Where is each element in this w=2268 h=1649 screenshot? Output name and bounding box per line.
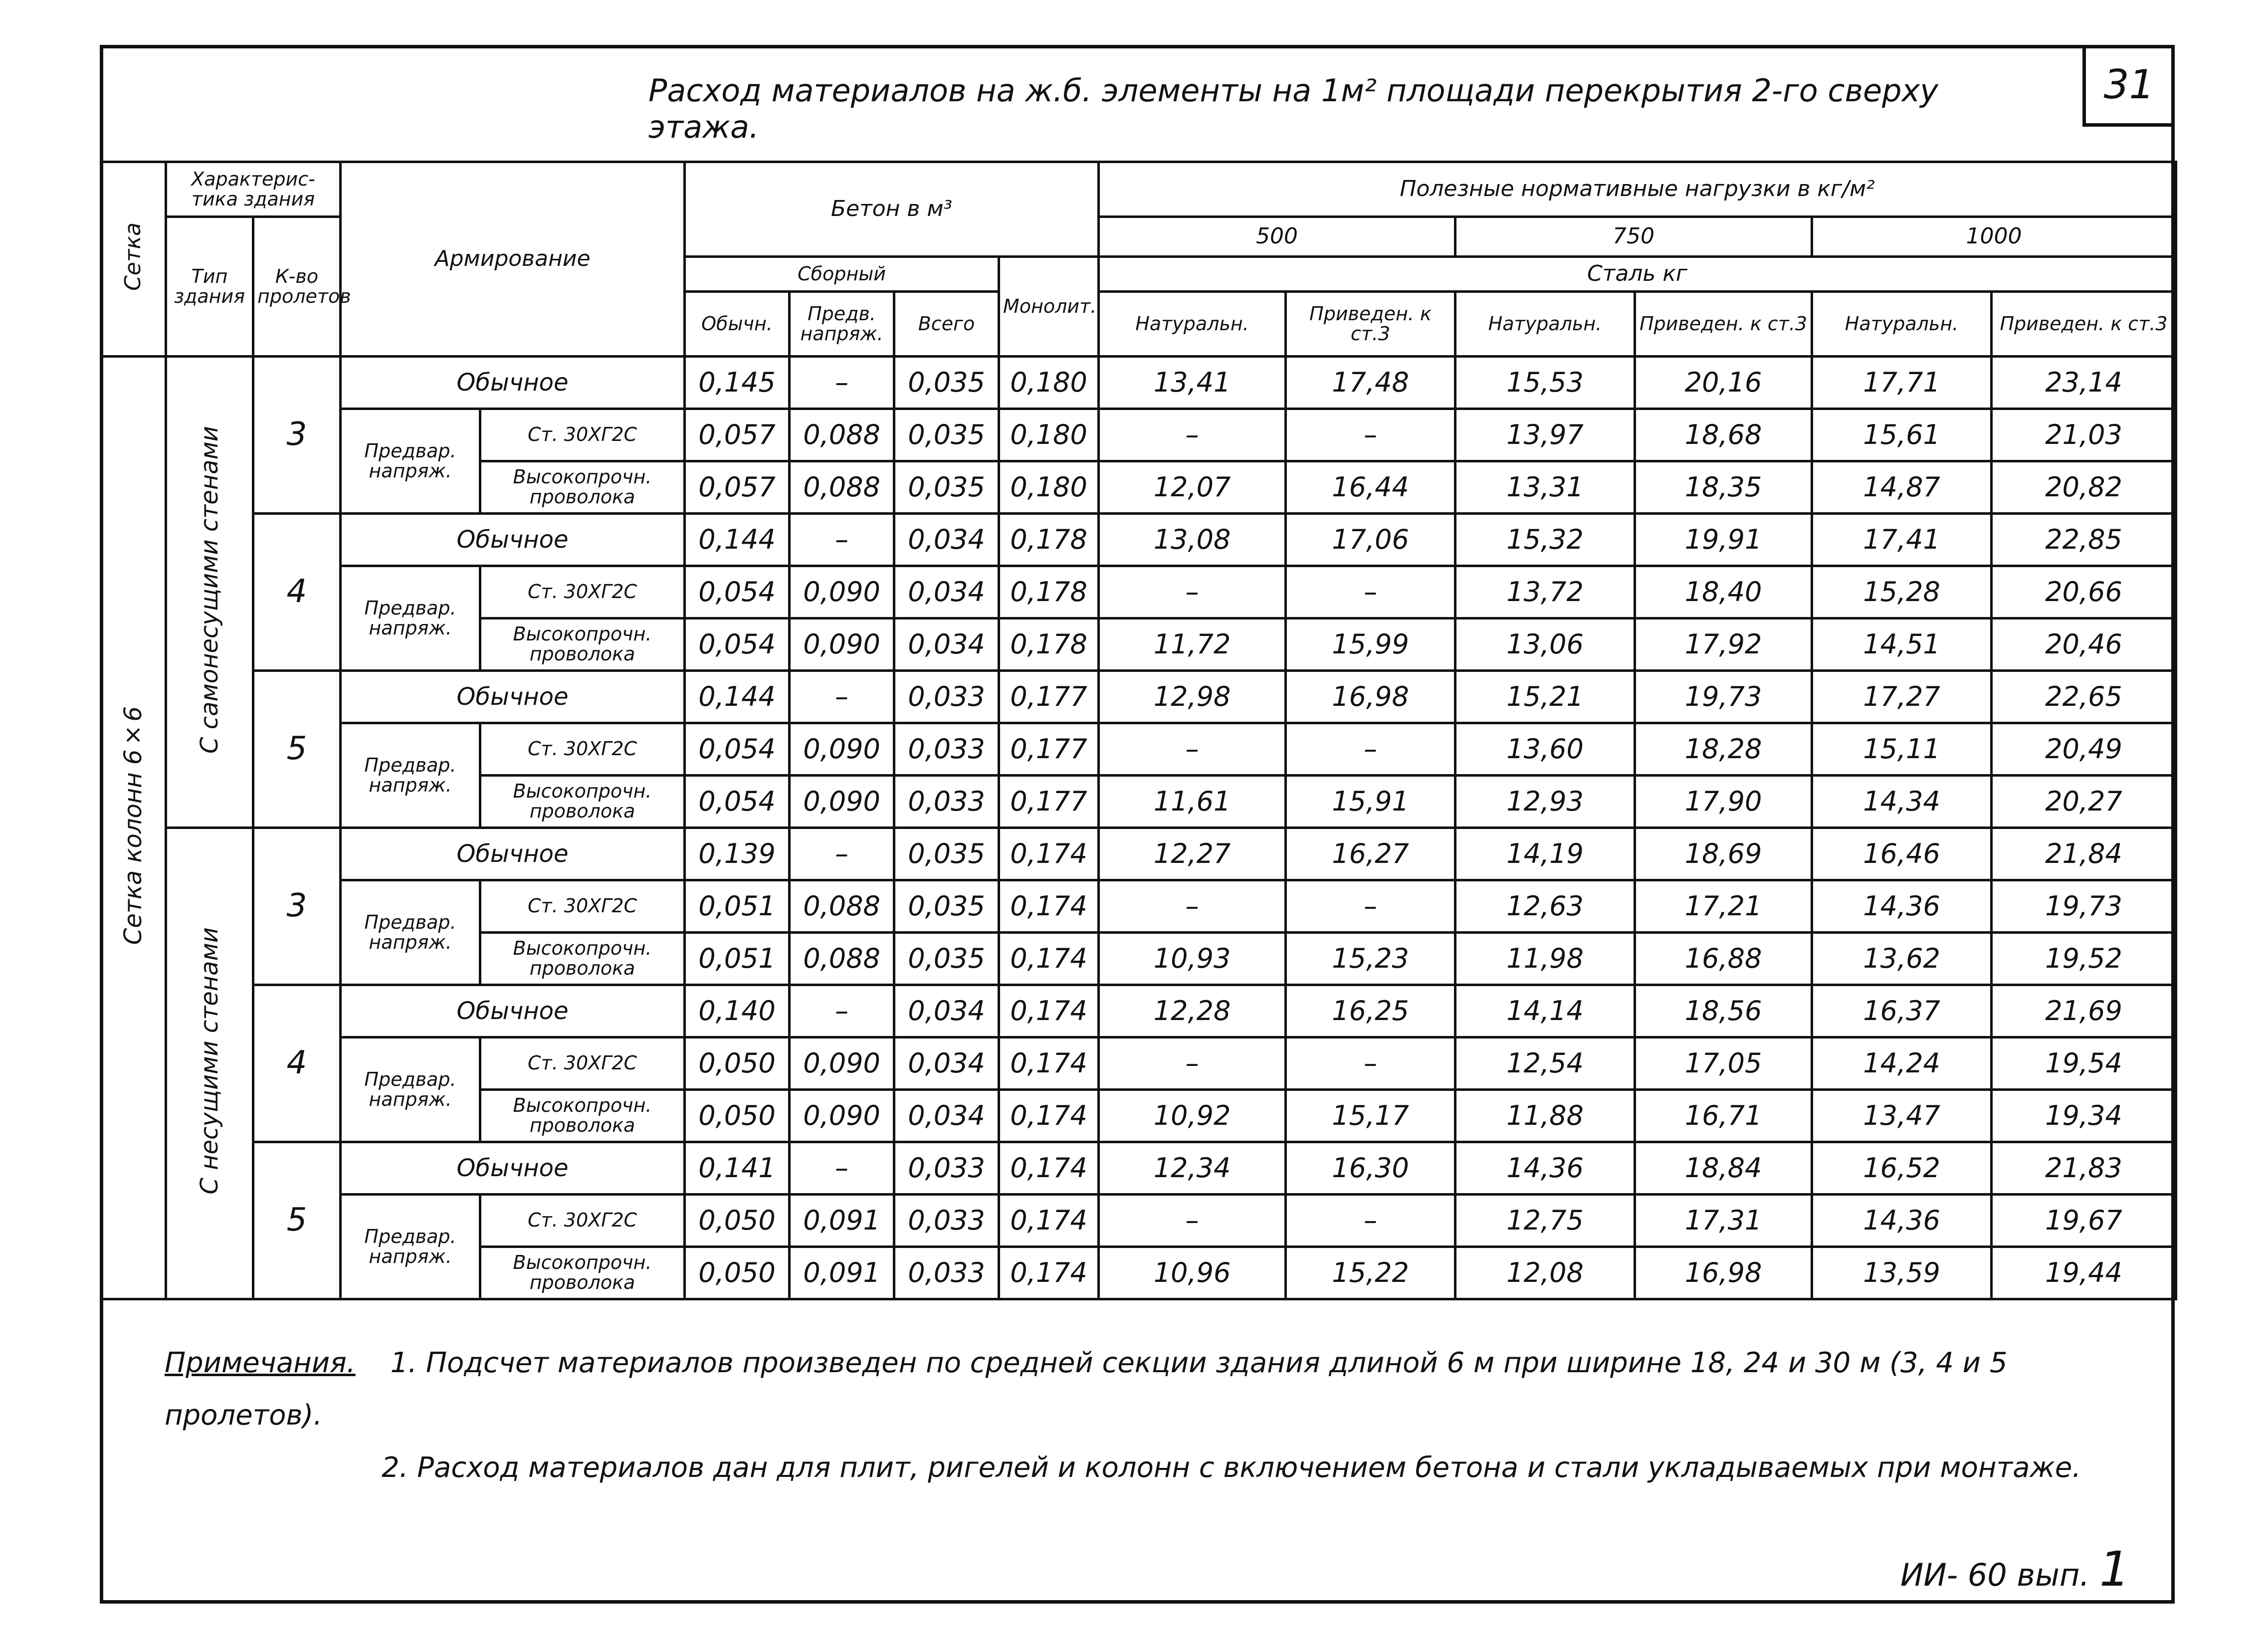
header-char-building: Характерис- тика здания xyxy=(166,162,341,217)
table-cell: 0,180 xyxy=(999,357,1099,409)
type-bearing: С несущими стенами xyxy=(166,828,253,1299)
table-cell: 0,034 xyxy=(894,1090,999,1142)
table-cell: 14,87 xyxy=(1812,461,1992,514)
table-cell: 21,84 xyxy=(1992,828,2176,880)
arm-obychnoe: Обычное xyxy=(341,985,685,1037)
table-cell: 16,37 xyxy=(1812,985,1992,1037)
table-cell: 0,035 xyxy=(894,828,999,880)
arm-wire: Высокопрочн. проволока xyxy=(480,933,685,985)
table-row xyxy=(101,1037,2176,1090)
table-cell: 14,14 xyxy=(1455,985,1635,1037)
table-cell: 17,05 xyxy=(1635,1037,1812,1090)
table-cell: 18,84 xyxy=(1635,1142,1812,1195)
table-cell: 19,34 xyxy=(1992,1090,2176,1142)
table-cell: 21,03 xyxy=(1992,409,2176,461)
table-row xyxy=(101,1195,2176,1247)
header-privedeno-750: Приведен. к ст.3 xyxy=(1635,292,1812,357)
table-cell: 17,71 xyxy=(1812,357,1992,409)
header-load-500: 500 xyxy=(1099,217,1455,257)
table-cell: 0,054 xyxy=(685,618,790,671)
table-cell: 0,090 xyxy=(790,1037,894,1090)
table-cell: 13,60 xyxy=(1455,723,1635,776)
notes xyxy=(165,1337,2160,1494)
table-cell: 0,177 xyxy=(999,671,1099,723)
table-cell: – xyxy=(790,357,894,409)
table-cell: 15,17 xyxy=(1286,1090,1455,1142)
table-cell: 0,034 xyxy=(894,1037,999,1090)
header-monolit: Монолит. xyxy=(999,257,1099,357)
header-predv: Предв. напряж. xyxy=(790,292,894,357)
arm-predvar: Предвар. напряж. xyxy=(341,880,480,985)
table-cell: 0,144 xyxy=(685,671,790,723)
arm-steel: Ст. 30ХГ2С xyxy=(480,1195,685,1247)
table-cell: 0,178 xyxy=(999,618,1099,671)
table-cell: 17,48 xyxy=(1286,357,1455,409)
table-cell: 0,088 xyxy=(790,409,894,461)
table-cell: 12,27 xyxy=(1099,828,1286,880)
arm-wire: Высокопрочн. проволока xyxy=(480,1247,685,1299)
table-cell: 0,088 xyxy=(790,933,894,985)
table-cell: 15,99 xyxy=(1286,618,1455,671)
table-cell: 0,177 xyxy=(999,723,1099,776)
table-cell: 13,97 xyxy=(1455,409,1635,461)
table-cell: 17,41 xyxy=(1812,514,1992,566)
table-cell: 13,62 xyxy=(1812,933,1992,985)
arm-wire: Высокопрочн. проволока xyxy=(480,1090,685,1142)
table-cell: 0,174 xyxy=(999,828,1099,880)
table-cell: 0,090 xyxy=(790,618,894,671)
table-cell: 12,08 xyxy=(1455,1247,1635,1299)
spans-count: 5 xyxy=(253,1142,341,1299)
table-cell: 0,033 xyxy=(894,671,999,723)
grid-label: Сетка колонн 6×6 xyxy=(101,357,166,1299)
table-cell: 16,71 xyxy=(1635,1090,1812,1142)
table-cell: 13,72 xyxy=(1455,566,1635,618)
table-cell: – xyxy=(1286,409,1455,461)
table-cell: 15,91 xyxy=(1286,776,1455,828)
table-cell: 0,057 xyxy=(685,409,790,461)
table-cell: – xyxy=(1099,1195,1286,1247)
arm-obychnoe: Обычное xyxy=(341,514,685,566)
table-cell: 11,61 xyxy=(1099,776,1286,828)
table-cell: – xyxy=(1286,723,1455,776)
table-cell: 0,178 xyxy=(999,514,1099,566)
table-cell: 20,49 xyxy=(1992,723,2176,776)
table-cell: 17,21 xyxy=(1635,880,1812,933)
table-cell: 0,090 xyxy=(790,776,894,828)
table-cell: 19,91 xyxy=(1635,514,1812,566)
table-cell: 0,035 xyxy=(894,933,999,985)
table-cell: 0,091 xyxy=(790,1195,894,1247)
table-row xyxy=(101,671,2176,723)
table-cell: 19,73 xyxy=(1635,671,1812,723)
table-cell: 17,27 xyxy=(1812,671,1992,723)
table-cell: – xyxy=(1286,880,1455,933)
arm-steel: Ст. 30ХГ2С xyxy=(480,409,685,461)
table-cell: 14,51 xyxy=(1812,618,1992,671)
table-cell: 0,054 xyxy=(685,723,790,776)
table-cell: 20,16 xyxy=(1635,357,1812,409)
header-privedeno-1000: Приведен. к ст.3 xyxy=(1992,292,2176,357)
table-cell: 21,69 xyxy=(1992,985,2176,1037)
table-cell: 14,19 xyxy=(1455,828,1635,880)
table-cell: 0,034 xyxy=(894,985,999,1037)
table-cell: 11,98 xyxy=(1455,933,1635,985)
table-cell: – xyxy=(790,514,894,566)
header-armirovanie: Армирование xyxy=(341,162,685,357)
table-cell: 0,034 xyxy=(894,618,999,671)
table-row xyxy=(101,880,2176,933)
spans-count: 3 xyxy=(253,828,341,985)
arm-wire: Высокопрочн. проволока xyxy=(480,776,685,828)
table-cell: 14,36 xyxy=(1812,1195,1992,1247)
table-cell: 12,98 xyxy=(1099,671,1286,723)
table-row xyxy=(101,357,2176,409)
table-cell: – xyxy=(1099,723,1286,776)
table-cell: 13,41 xyxy=(1099,357,1286,409)
table-cell: 0,174 xyxy=(999,933,1099,985)
table-cell: – xyxy=(1099,880,1286,933)
table-cell: 23,14 xyxy=(1992,357,2176,409)
table-cell: 0,180 xyxy=(999,409,1099,461)
table-cell: 15,28 xyxy=(1812,566,1992,618)
table-cell: 19,67 xyxy=(1992,1195,2176,1247)
table-cell: 0,174 xyxy=(999,880,1099,933)
spans-count: 4 xyxy=(253,985,341,1142)
table-cell: 16,25 xyxy=(1286,985,1455,1037)
table-cell: 0,050 xyxy=(685,1090,790,1142)
table-cell: 0,145 xyxy=(685,357,790,409)
table-cell: 0,057 xyxy=(685,461,790,514)
spans-count: 5 xyxy=(253,671,341,828)
table-cell: – xyxy=(1286,566,1455,618)
header-loads: Полезные нормативные нагрузки в кг/м² xyxy=(1099,162,2176,217)
table-cell: 13,08 xyxy=(1099,514,1286,566)
table-cell: 18,40 xyxy=(1635,566,1812,618)
table-cell: 0,050 xyxy=(685,1195,790,1247)
table-cell: – xyxy=(790,985,894,1037)
table-cell: 0,050 xyxy=(685,1037,790,1090)
table-cell: 19,44 xyxy=(1992,1247,2176,1299)
table-cell: 15,21 xyxy=(1455,671,1635,723)
table-cell: 12,75 xyxy=(1455,1195,1635,1247)
arm-obychnoe: Обычное xyxy=(341,1142,685,1195)
arm-predvar: Предвар. напряж. xyxy=(341,409,480,514)
table-cell: 0,033 xyxy=(894,723,999,776)
table-cell: 0,033 xyxy=(894,1247,999,1299)
arm-obychnoe: Обычное xyxy=(341,671,685,723)
table-cell: 0,050 xyxy=(685,1247,790,1299)
table-cell: 17,31 xyxy=(1635,1195,1812,1247)
table-row xyxy=(101,723,2176,776)
table-cell: 0,090 xyxy=(790,723,894,776)
type-self-bearing: С самонесущими стенами xyxy=(166,357,253,828)
table-cell: 0,090 xyxy=(790,1090,894,1142)
table-cell: 13,47 xyxy=(1812,1090,1992,1142)
table-cell: – xyxy=(1099,409,1286,461)
table-cell: 0,139 xyxy=(685,828,790,880)
table-cell: 12,28 xyxy=(1099,985,1286,1037)
table-cell: 13,06 xyxy=(1455,618,1635,671)
arm-steel: Ст. 30ХГ2С xyxy=(480,723,685,776)
table-cell: 18,28 xyxy=(1635,723,1812,776)
table-cell: 18,35 xyxy=(1635,461,1812,514)
table-cell: 14,34 xyxy=(1812,776,1992,828)
table-cell: 0,090 xyxy=(790,566,894,618)
table-cell: 0,054 xyxy=(685,566,790,618)
table-cell: 0,034 xyxy=(894,514,999,566)
table-cell: 10,96 xyxy=(1099,1247,1286,1299)
table-row xyxy=(101,409,2176,461)
table-cell: 0,035 xyxy=(894,880,999,933)
table-cell: 17,90 xyxy=(1635,776,1812,828)
table-cell: 13,59 xyxy=(1812,1247,1992,1299)
header-load-750: 750 xyxy=(1455,217,1812,257)
table-cell: – xyxy=(790,828,894,880)
table-cell: 12,93 xyxy=(1455,776,1635,828)
table-cell: 0,054 xyxy=(685,776,790,828)
table-cell: 0,178 xyxy=(999,566,1099,618)
table-cell: 16,98 xyxy=(1635,1247,1812,1299)
header-privedeno-500: Приведен. к ст.3 xyxy=(1286,292,1455,357)
table-cell: 0,051 xyxy=(685,933,790,985)
table-cell: 0,174 xyxy=(999,1142,1099,1195)
table-cell: 0,174 xyxy=(999,985,1099,1037)
table-cell: 17,06 xyxy=(1286,514,1455,566)
table-cell: 0,035 xyxy=(894,461,999,514)
table-row xyxy=(101,514,2176,566)
header-natural-500: Натуральн. xyxy=(1099,292,1286,357)
table-cell: 0,033 xyxy=(894,1195,999,1247)
table-cell: 0,174 xyxy=(999,1195,1099,1247)
table-cell: 19,73 xyxy=(1992,880,2176,933)
page-number: 31 xyxy=(2082,46,2172,127)
header-stal: Сталь кг xyxy=(1099,257,2176,292)
table-cell: 0,033 xyxy=(894,1142,999,1195)
arm-steel: Ст. 30ХГ2С xyxy=(480,566,685,618)
table-cell: 11,72 xyxy=(1099,618,1286,671)
table-cell: 19,52 xyxy=(1992,933,2176,985)
table-cell: 18,69 xyxy=(1635,828,1812,880)
table-cell: 16,30 xyxy=(1286,1142,1455,1195)
table-cell: 0,177 xyxy=(999,776,1099,828)
table-cell: 0,174 xyxy=(999,1247,1099,1299)
table-cell: 10,92 xyxy=(1099,1090,1286,1142)
table-cell: 12,07 xyxy=(1099,461,1286,514)
table-cell: 18,68 xyxy=(1635,409,1812,461)
table-cell: 20,46 xyxy=(1992,618,2176,671)
series-code: ИИ- 60 xyxy=(1900,1557,2007,1593)
header-obychn: Обычн. xyxy=(685,292,790,357)
spans-count: 4 xyxy=(253,514,341,671)
table-cell: 18,56 xyxy=(1635,985,1812,1037)
spans-count: 3 xyxy=(253,357,341,514)
table-cell: – xyxy=(1286,1037,1455,1090)
table-cell: 22,85 xyxy=(1992,514,2176,566)
table-cell: 16,27 xyxy=(1286,828,1455,880)
table-cell: 16,52 xyxy=(1812,1142,1992,1195)
table-cell: 12,54 xyxy=(1455,1037,1635,1090)
table-cell: 16,44 xyxy=(1286,461,1455,514)
vyp-number: 1 xyxy=(2099,1541,2130,1597)
vyp-label: вып. xyxy=(2017,1557,2090,1593)
table-cell: – xyxy=(1286,1195,1455,1247)
table-cell: 0,091 xyxy=(790,1247,894,1299)
table-cell: 0,174 xyxy=(999,1037,1099,1090)
table-cell: 19,54 xyxy=(1992,1037,2176,1090)
table-row xyxy=(101,828,2176,880)
table-cell: 11,88 xyxy=(1455,1090,1635,1142)
header-sborny: Сборный xyxy=(685,257,999,292)
arm-obychnoe: Обычное xyxy=(341,357,685,409)
arm-wire: Высокопрочн. проволока xyxy=(480,618,685,671)
table-cell: 12,34 xyxy=(1099,1142,1286,1195)
note-1: 1. Подсчет материалов произведен по средней секции здания длиной 6 м при ширине 18, 24 и 30 м (3, 4 и 5 пролетов). xyxy=(165,1347,2008,1432)
table-cell: 15,32 xyxy=(1455,514,1635,566)
table-cell: 0,144 xyxy=(685,514,790,566)
table-cell: 20,82 xyxy=(1992,461,2176,514)
table-cell: 0,035 xyxy=(894,357,999,409)
table-cell: 22,65 xyxy=(1992,671,2176,723)
table-cell: 0,034 xyxy=(894,566,999,618)
signature-block xyxy=(1900,1541,2130,1597)
header-natural-1000: Натуральн. xyxy=(1812,292,1992,357)
table-cell: 14,36 xyxy=(1812,880,1992,933)
table-row xyxy=(101,1142,2176,1195)
arm-steel: Ст. 30ХГ2С xyxy=(480,1037,685,1090)
header-spans: К-во пролетов xyxy=(253,217,341,357)
arm-predvar: Предвар. напряж. xyxy=(341,723,480,828)
table-cell: 13,31 xyxy=(1455,461,1635,514)
table-cell: 12,63 xyxy=(1455,880,1635,933)
table-cell: 15,22 xyxy=(1286,1247,1455,1299)
materials-table xyxy=(100,161,2177,1300)
notes-label: Примечания. xyxy=(165,1347,356,1379)
header-natural-750: Натуральн. xyxy=(1455,292,1635,357)
table-cell: 0,180 xyxy=(999,461,1099,514)
table-cell: 0,140 xyxy=(685,985,790,1037)
table-cell: 15,61 xyxy=(1812,409,1992,461)
arm-predvar: Предвар. напряж. xyxy=(341,566,480,671)
arm-predvar: Предвар. напряж. xyxy=(341,1037,480,1142)
header-type: Тип здания xyxy=(166,217,253,357)
table-cell: 0,033 xyxy=(894,776,999,828)
header-vsego: Всего xyxy=(894,292,999,357)
page-title: Расход материалов на ж.б. элементы на 1м² площади перекрытия 2-го сверху этажа. xyxy=(648,72,1938,145)
table-cell: 10,93 xyxy=(1099,933,1286,985)
table-cell: 20,27 xyxy=(1992,776,2176,828)
table-row xyxy=(101,566,2176,618)
arm-wire: Высокопрочн. проволока xyxy=(480,461,685,514)
table-cell: – xyxy=(790,1142,894,1195)
note-2: 2. Расход материалов дан для плит, ригелей и колонн с включением бетона и стали укладываемых при монтаже. xyxy=(382,1451,2081,1484)
header-load-1000: 1000 xyxy=(1812,217,2176,257)
table-cell: 0,088 xyxy=(790,461,894,514)
table-cell: 16,46 xyxy=(1812,828,1992,880)
table-cell: 15,53 xyxy=(1455,357,1635,409)
table-cell: 21,83 xyxy=(1992,1142,2176,1195)
table-cell: 0,035 xyxy=(894,409,999,461)
table-cell: 0,174 xyxy=(999,1090,1099,1142)
arm-predvar: Предвар. напряж. xyxy=(341,1195,480,1299)
table-cell: 15,11 xyxy=(1812,723,1992,776)
table-cell: 15,23 xyxy=(1286,933,1455,985)
table-cell: 0,088 xyxy=(790,880,894,933)
table-cell: 20,66 xyxy=(1992,566,2176,618)
table-cell: – xyxy=(1099,1037,1286,1090)
table-cell: 0,051 xyxy=(685,880,790,933)
table-cell: 0,141 xyxy=(685,1142,790,1195)
table-row xyxy=(101,985,2176,1037)
arm-steel: Ст. 30ХГ2С xyxy=(480,880,685,933)
header-setka: Сетка xyxy=(101,162,166,357)
table-cell: 16,98 xyxy=(1286,671,1455,723)
header-beton: Бетон в м³ xyxy=(685,162,1099,257)
table-cell: 16,88 xyxy=(1635,933,1812,985)
table-cell: 14,24 xyxy=(1812,1037,1992,1090)
table-cell: 14,36 xyxy=(1455,1142,1635,1195)
table-cell: – xyxy=(790,671,894,723)
table-cell: – xyxy=(1099,566,1286,618)
arm-obychnoe: Обычное xyxy=(341,828,685,880)
table-cell: 17,92 xyxy=(1635,618,1812,671)
